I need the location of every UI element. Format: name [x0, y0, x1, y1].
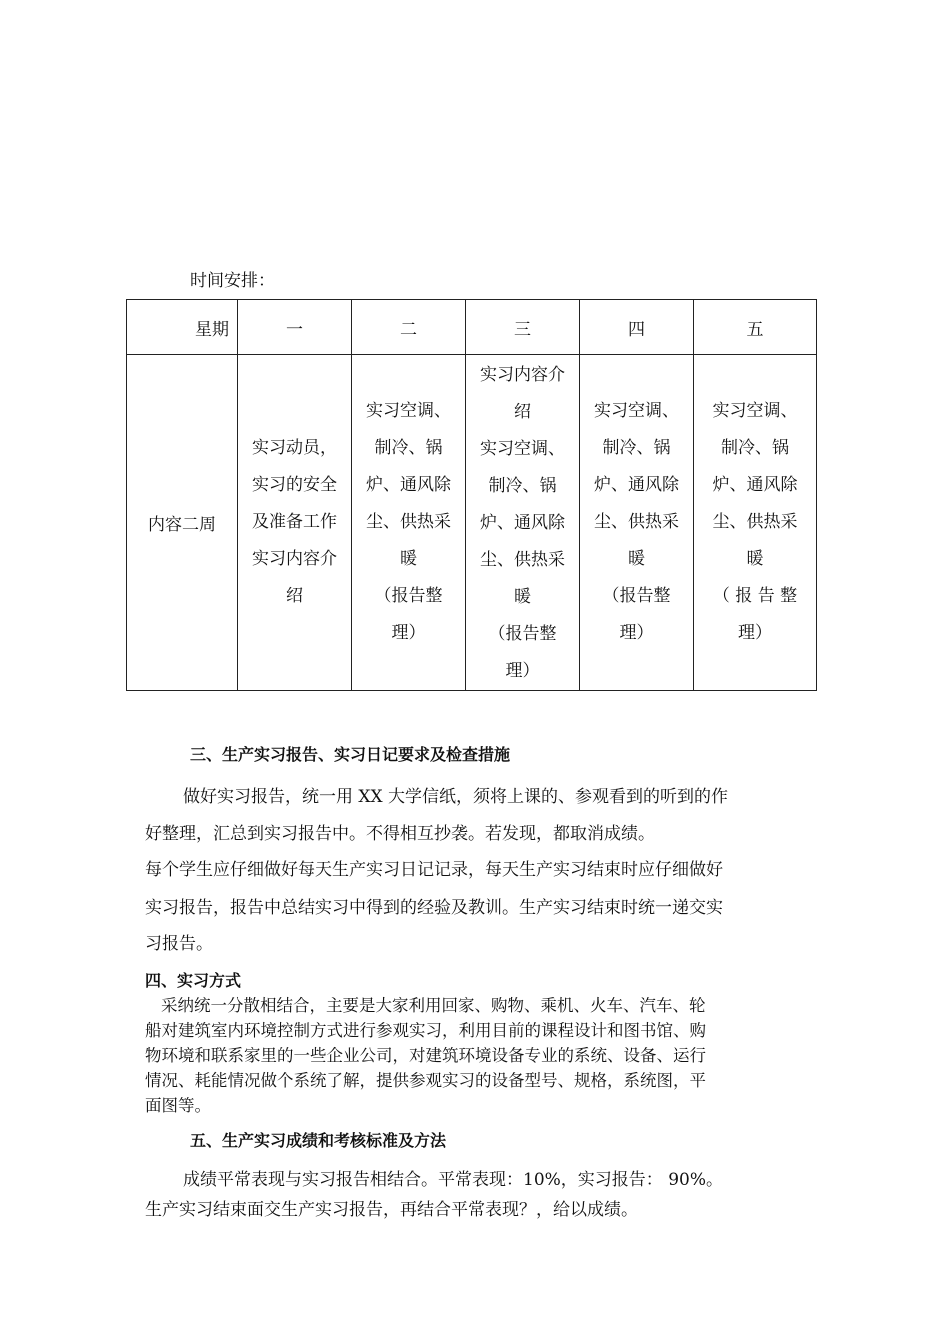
section5-heading: 五、生产实习成绩和考核标准及方法: [190, 1131, 447, 1150]
section3-line: 做好实习报告，统一用 XX 大学信纸，须将上课的、参观看到的听到的作: [183, 787, 729, 807]
section3-line: 好整理，汇总到实习报告中。不得相互抄袭。若发现，都取消成绩。: [145, 824, 655, 844]
table-row: [127, 355, 817, 691]
header-cell: 四: [580, 300, 694, 355]
section4-line: 面图等。: [145, 1096, 211, 1115]
row-label-cell: 内容二周: [127, 355, 238, 691]
table-cell: 实习空调、 制冷、锅 炉、通风除 尘、供热采 暖 （ 报 告 整 理）: [694, 355, 817, 691]
section4-heading: 四、实习方式: [145, 971, 242, 990]
schedule-table: [126, 299, 817, 691]
header-cell: 一: [238, 300, 352, 355]
header-cell: 三: [466, 300, 580, 355]
header-cell: 二: [352, 300, 466, 355]
section5-line: 生产实习结束面交生产实习报告，再结合平常表现？，给以成绩。: [145, 1200, 638, 1220]
header-cell: 星期: [127, 300, 238, 355]
table-cell: 实习空调、 制冷、锅 炉、通风除 尘、供热采 暖 （报告整 理）: [352, 355, 466, 691]
table-header-row: [127, 300, 817, 355]
section4-line: 采纳统一分散相结合，主要是大家利用回家、购物、乘机、火车、汽车、轮: [161, 996, 706, 1015]
header-cell: 五: [694, 300, 817, 355]
section3-line: 习报告。: [145, 934, 213, 954]
table-cell: 实习空调、 制冷、锅 炉、通风除 尘、供热采 暖 （报告整 理）: [580, 355, 694, 691]
section3-line: 每个学生应仔细做好每天生产实习日记记录，每天生产实习结束时应仔细做好: [145, 860, 723, 880]
section4-line: 情况、耗能情况做个系统了解，提供参观实习的设备型号、规格，系统图，平: [145, 1071, 706, 1090]
section4-line: 物环境和联系家里的一些企业公司，对建筑环境设备专业的系统、设备、运行: [145, 1046, 706, 1065]
schedule-label: 时间安排：: [190, 271, 275, 291]
table-cell: 实习动员， 实习的安全 及准备工作 实习内容介 绍: [238, 355, 352, 691]
section4-line: 船对建筑室内环境控制方式进行参观实习，利用目前的课程设计和图书馆、购: [145, 1021, 706, 1040]
section3-heading: 三、生产实习报告、实习日记要求及检查措施: [190, 745, 511, 764]
table-cell: 实习内容介 绍 实习空调、 制冷、锅 炉、通风除 尘、供热采 暖 （报告整 理）: [466, 355, 580, 691]
section5-line: 成绩平常表现与实习报告相结合。平常表现：10%，实习报告： 90%。: [183, 1170, 723, 1190]
section3-line: 实习报告，报告中总结实习中得到的经验及教训。生产实习结束时统一递交实: [145, 898, 723, 918]
